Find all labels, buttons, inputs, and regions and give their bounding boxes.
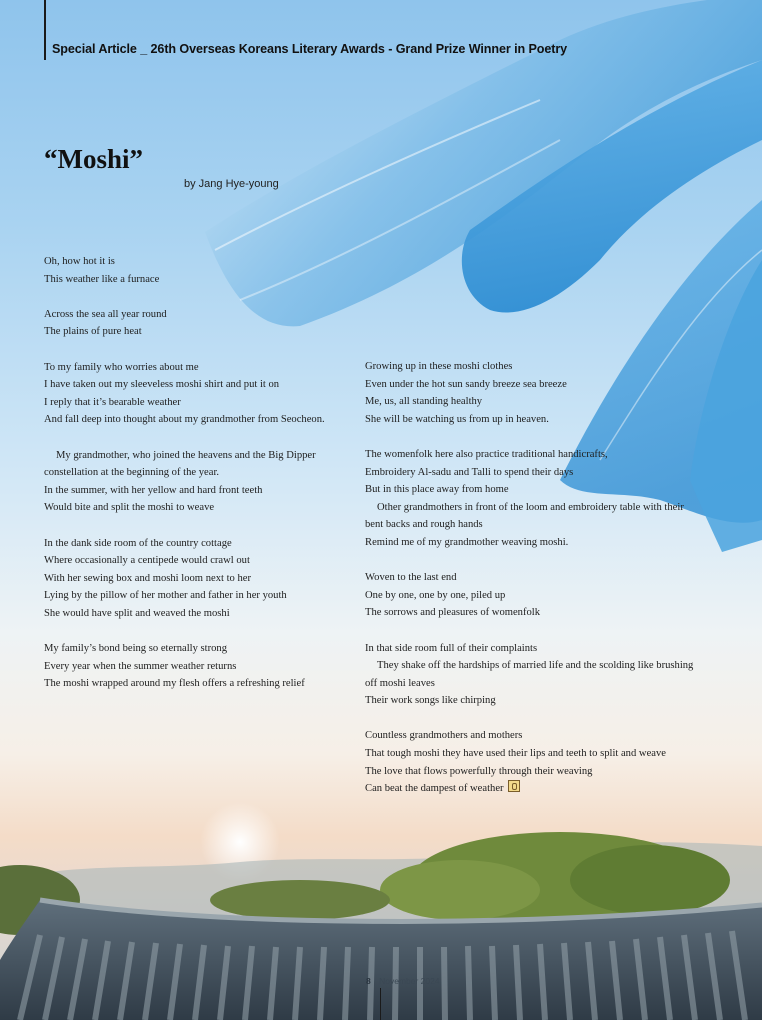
header-rule	[44, 0, 46, 60]
poem-line: Across the sea all year round	[44, 308, 167, 320]
poem-line: Embroidery Al-sadu and Talli to spend their days	[365, 466, 574, 478]
stanza	[44, 253, 364, 288]
end-mark-icon	[508, 780, 520, 792]
poem-line: The plains of pure heat	[44, 326, 142, 338]
section-header: Special Article _ 26th Overseas Koreans Literary Awards - Grand Prize Winner in Poetry	[52, 42, 568, 56]
poem-line: To my family who worries about me	[44, 361, 199, 373]
stanza	[44, 640, 364, 693]
poem-line: With her sewing box and moshi loom next to her	[44, 572, 252, 584]
stanza	[365, 358, 700, 428]
poem-line: My family’s bond being so eternally strong	[44, 643, 228, 655]
issue-month: November 2024	[379, 976, 440, 986]
poem-line: The love that flows powerfully through their weaving	[365, 765, 593, 777]
poem-column-right	[365, 358, 700, 815]
poem-line: The sorrows and pleasures of womenfolk	[365, 607, 541, 619]
poem-line: Growing up in these moshi clothes	[365, 361, 513, 372]
poem-line: Lying by the pillow of her mother and father in her youth	[44, 590, 287, 602]
footer-rule	[380, 988, 381, 1020]
poem-line: The moshi wrapped around my flesh offers a refreshing relief	[44, 678, 305, 690]
poem-line: In the summer, with her yellow and hard front teeth	[44, 484, 263, 496]
page-footer	[366, 976, 440, 986]
poem-line: Me, us, all standing healthy	[365, 396, 483, 408]
poem-line: Even under the hot sun sandy breeze sea breeze	[365, 378, 567, 390]
poem-line: Remind me of my grandmother weaving moshi.	[365, 536, 569, 548]
page-number: 8	[366, 976, 371, 986]
poem-line: The womenfolk here also practice traditional handicrafts,	[365, 448, 608, 460]
stanza	[44, 359, 364, 429]
stanza	[365, 640, 700, 710]
poem-line: This weather like a furnace	[44, 273, 160, 285]
stanza	[365, 569, 700, 622]
poem-byline: by Jang Hye-young	[184, 178, 279, 190]
poem-line: In that side room full of their complaints	[365, 642, 538, 654]
poem-line: Countless grandmothers and mothers	[365, 730, 523, 742]
poem-line: Other grandmothers in front of the loom and embroidery table with their bent backs and rough hands	[365, 501, 684, 531]
poem-line: Where occasionally a centipede would crawl out	[44, 555, 250, 567]
stanza	[44, 535, 364, 623]
poem-line: I have taken out my sleeveless moshi shirt and put it on	[44, 379, 280, 391]
stanza	[44, 447, 364, 517]
poem-line: She will be watching us from up in heaven.	[365, 413, 549, 425]
poem-line: My grandmother, who joined the heavens and the Big Dipper constellation at the beginning of the year.	[44, 449, 316, 479]
poem-line: That tough moshi they have used their lips and teeth to split and weave	[365, 748, 666, 760]
poem-line: Would bite and split the moshi to weave	[44, 502, 215, 514]
poem-line: Every year when the summer weather returns	[44, 660, 237, 672]
poem-line: They shake off the hardships of married life and the scolding like brushing off moshi leaves	[365, 660, 694, 689]
poem-line: In the dank side room of the country cottage	[44, 537, 232, 549]
poem-line	[365, 780, 700, 798]
stanza	[44, 306, 364, 341]
poem-line: Their work songs like chirping	[365, 695, 496, 707]
poem-line: One by one, one by one, piled up	[365, 589, 506, 601]
poem-line: But in this place away from home	[365, 484, 509, 496]
stanza	[365, 446, 700, 552]
poem-line: Woven to the last end	[365, 572, 457, 584]
poem-line-text: Can beat the dampest of weather	[365, 783, 504, 795]
poem-line: Oh, how hot it is	[44, 256, 115, 267]
poem-column-left	[44, 253, 364, 710]
poem-title: “Moshi”	[44, 144, 144, 174]
stanza	[365, 727, 700, 797]
poem-line: And fall deep into thought about my grandmother from Seocheon.	[44, 414, 325, 426]
poem-line: I reply that it’s bearable weather	[44, 396, 181, 408]
poem-line: She would have split and weaved the moshi	[44, 607, 230, 619]
